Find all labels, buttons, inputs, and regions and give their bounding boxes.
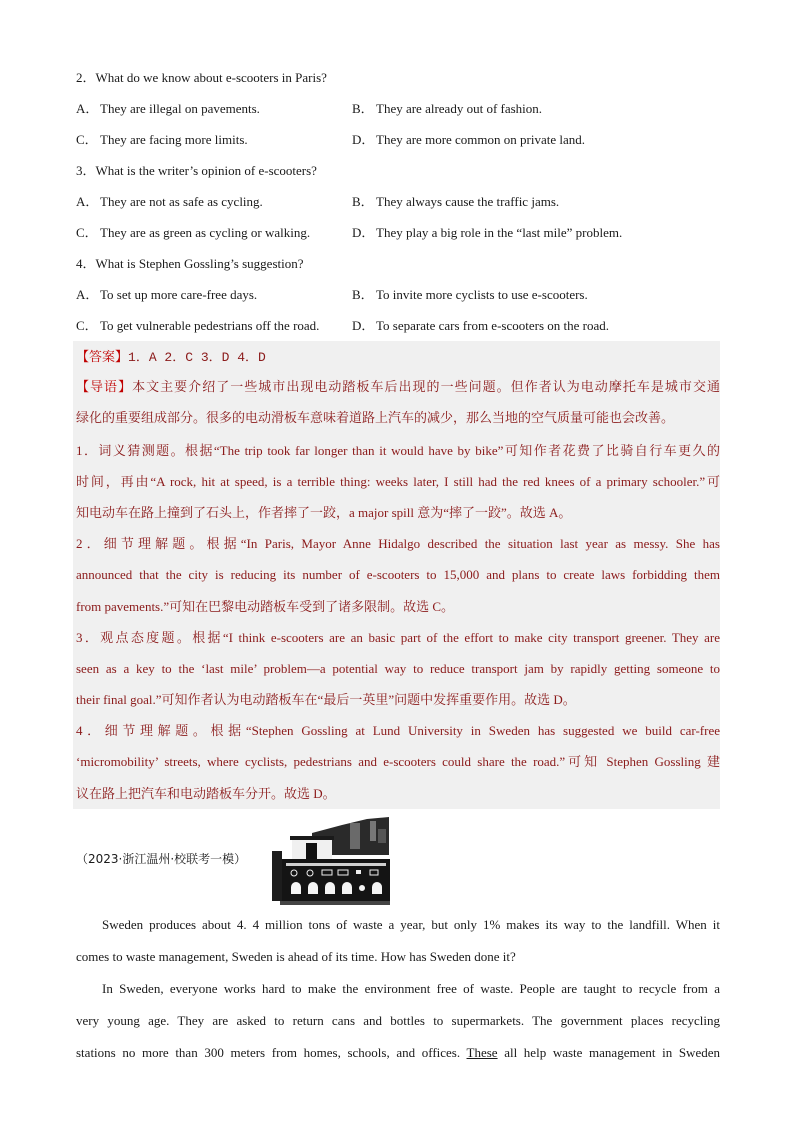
question-4-options-row-2 [76,310,720,341]
question-3-stem [76,155,720,186]
explanation-1-line-3: 知电动车在路上撞到了石头上，作者摔了一跤，a major spill 意为“摔了一跤”。故选 A。 [76,504,572,520]
underlined-word-these: These [466,1044,498,1060]
option-c: C． To get vulnerable pedestrians off the road. [76,318,320,333]
question-4-stem [76,248,720,279]
answer-keys: 1．A 2．C 3．D 4．D [128,350,266,365]
explanation-3-line-2: seen as a key to the ‘last mile’ problem—a potential way to reduce transport jam by rapidly getting someone to [76,660,720,676]
explanation-4-line-3: 议在路上把汽车和电动踏板车分开。故选 D。 [76,785,336,801]
option-d: D． They play a big role in the “last mile” problem. [352,225,623,240]
passage-p2-line-2: very young age. They are asked to return cans and bottles to supermarkets. The government places recycling [76,1012,720,1028]
source-label: （2023·浙江温州·校联考一模） [76,851,247,866]
passage-p2-line-1: In Sweden, everyone works hard to make the environment free of waste. People are taught to recycle from a [102,980,720,996]
option-b: B． They always cause the traffic jams. [352,194,560,209]
intro-line-2: 绿化的重要组成部分。很多的电动滑板车意味着道路上汽车的减少，那么当地的空气质量可能也会改善。 [76,411,675,427]
question-2-stem [76,62,720,93]
question-number: 3． [76,163,96,178]
question-3-options-row-1 [76,186,720,217]
document-page [76,62,720,1069]
intro-line-1 [76,372,720,403]
explanation-1-line-2: 时间，再由“A rock, hit at speed, is a terrible thing: weeks later, I still had the red knees of a primary schooler.”可 [76,473,720,489]
recycling-station-photo [272,815,391,907]
explanation-4-line-1: 4．细节理解题。根据“Stephen Gossling at Lund University in Sweden has suggested we build car-free [76,723,720,739]
option-c: C． They are as green as cycling or walking. [76,225,311,240]
explanation-2-line-3: from pavements.”可知在巴黎电动踏板车受到了诸多限制。故选 C。 [76,598,455,614]
reading-passage [76,909,720,1069]
question-text: What do we know about e-scooters in Paris? [95,70,327,85]
explanation-1-line-1: 1．词义猜测题。根据“The trip took far longer than it would have by bike”可知作者花费了比骑自行车更久的 [76,442,720,458]
option-a: A． To set up more care-free days. [76,287,258,302]
question-number: 2． [76,70,96,85]
passage-p1-line-2: comes to waste management, Sweden is ahead of its time. How has Sweden done it? [76,948,516,964]
question-text: What is the writer’s opinion of e-scooters? [95,163,317,178]
explanation-2-line-1: 2．细节理解题。根据“In Paris, Mayor Anne Hidalgo described the situation last year as messy. She has [76,536,720,552]
option-a: A． They are illegal on pavements. [76,101,260,116]
explanation-3-line-1: 3．观点态度题。根据“I think e-scooters are an basic part of the effort to make city transport greener. They are [76,629,720,645]
answer-tag: 【答案】 [76,350,129,365]
explanation-4-line-2: ‘micromobility’ streets, where cyclists, pedestrians and e-scooters could share the road.”可知 Stephen Gossling 建 [76,754,720,770]
option-b: B． They are already out of fashion. [352,101,543,116]
option-a: A． They are not as safe as cycling. [76,194,263,209]
answer-key-line [76,341,720,372]
intro-text: 本文主要介绍了一些城市出现电动踏板车后出现的一些问题。但作者认为电动摩托车是城市交通 [132,380,720,396]
answer-explanation-block [73,341,720,809]
option-d: D． To separate cars from e-scooters on the road. [352,318,609,333]
question-text: What is Stephen Gossling’s suggestion? [95,256,304,271]
question-number: 4． [76,256,96,271]
option-b: B． To invite more cyclists to use e-scooters. [352,287,588,302]
question-4-options-row-1 [76,279,720,310]
question-2-options-row-1 [76,93,720,124]
passage-p2-line-3: stations no more than 300 meters from homes, schools, and offices. These all help waste management in Sweden [76,1044,720,1060]
intro-tag: 【导语】 [76,380,133,396]
question-2-options-row-2 [76,124,720,155]
explanation-3-line-3: their final goal.”可知作者认为电动踏板车在“最后一英里”问题中发挥重要作用。故选 D。 [76,692,576,708]
source-row [76,813,720,909]
explanation-2-line-2: announced that the city is reducing its number of e-scooters to 15,000 and plans to create laws forbidding them [76,567,720,583]
question-3-options-row-2 [76,217,720,248]
option-c: C． They are facing more limits. [76,132,248,147]
passage-p1-line-1: Sweden produces about 4. 4 million tons of waste a year, but only 1% makes its way to the landfill. When it [102,916,720,932]
option-d: D． They are more common on private land. [352,132,586,147]
